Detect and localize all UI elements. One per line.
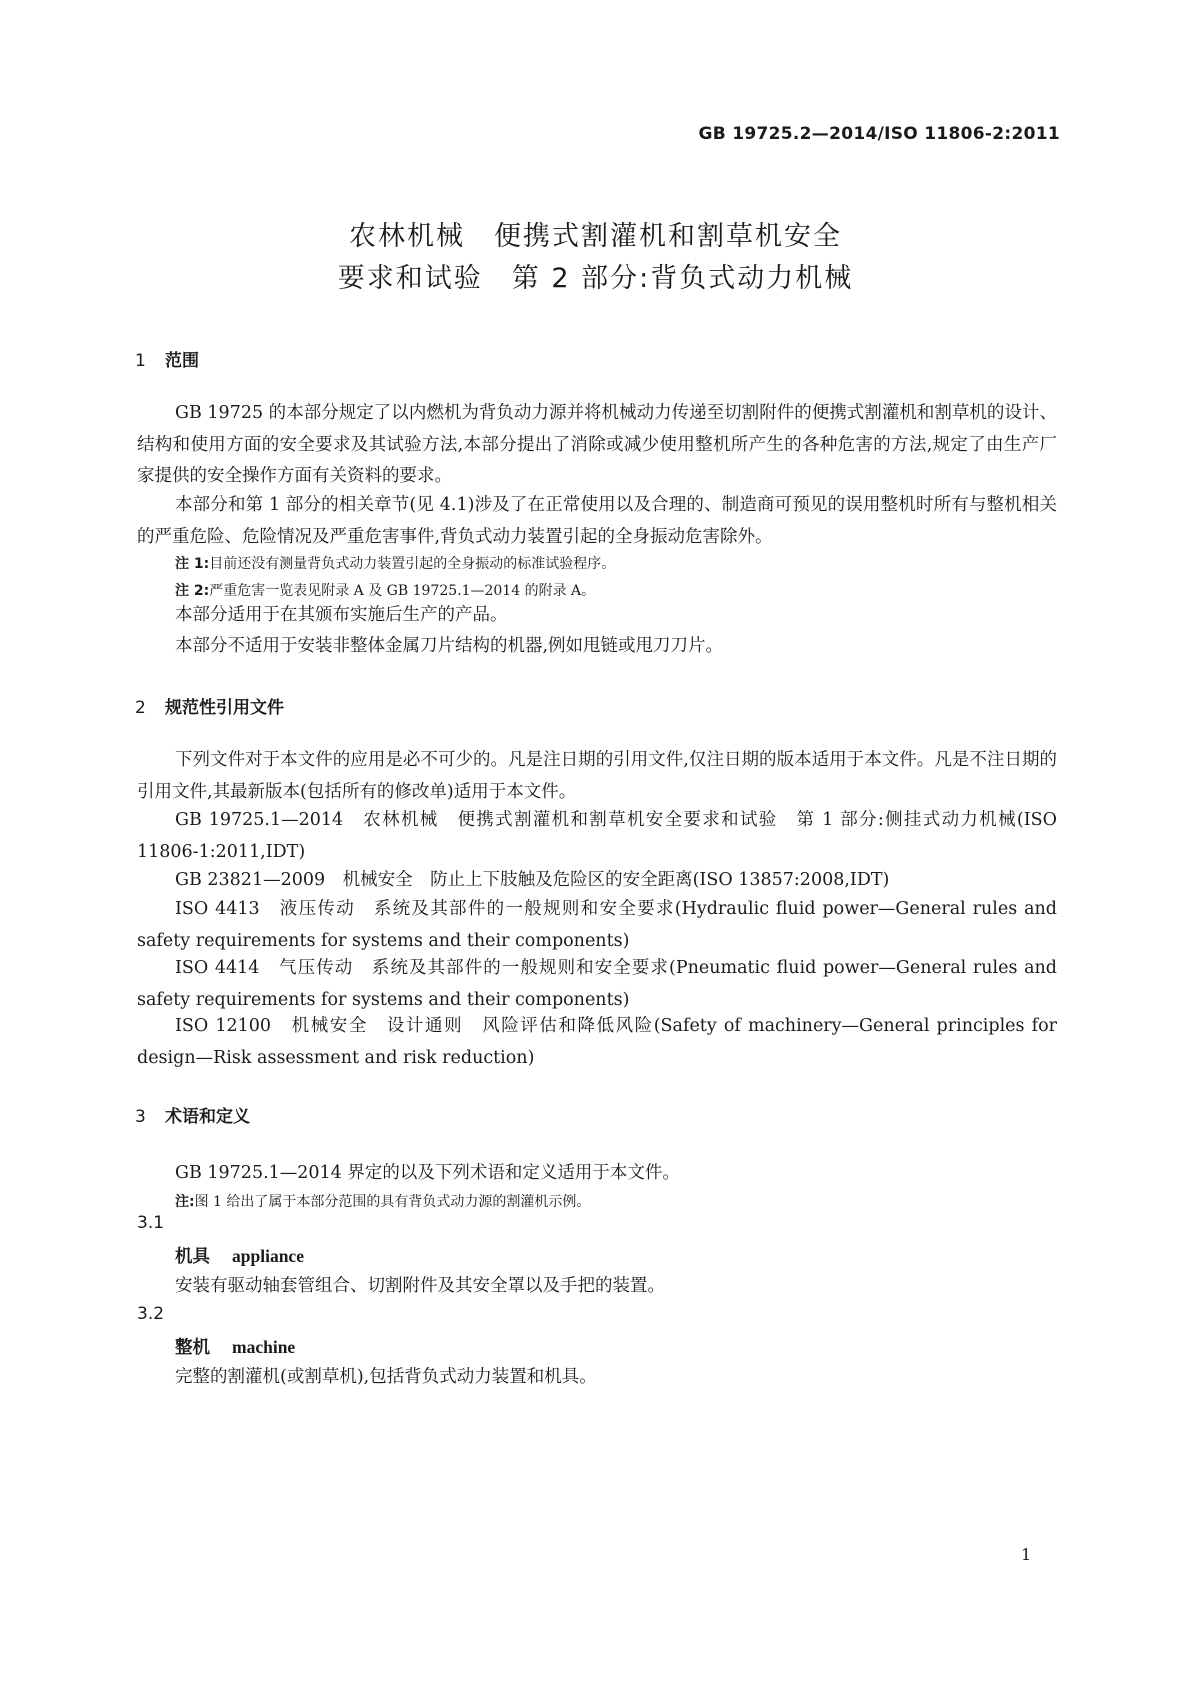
scope-paragraph-3: 本部分适用于在其颁布实施后生产的产品。 [175, 605, 508, 625]
reference-item [137, 1011, 1057, 1074]
section-number: 3 [135, 1107, 146, 1127]
scope-paragraph-4: 本部分不适用于安装非整体金属刀片结构的机器,例如甩链或甩刀刀片。 [175, 636, 724, 656]
section-1-heading [135, 346, 199, 371]
reference-text: ISO 4414 气压传动 系统及其部件的一般规则和安全要求(Pneumatic fluid power—General rules and safety requirements for systems and their components) [137, 958, 1057, 1010]
term-definition: 完整的割灌机(或割草机),包括背负式动力装置和机具。 [175, 1367, 597, 1387]
term-definition: 安装有驱动轴套管组合、切割附件及其安全罩以及手把的装置。 [175, 1276, 665, 1296]
section-title: 术语和定义 [165, 1107, 250, 1127]
note-1 [175, 553, 615, 573]
paragraph-text: 下列文件对于本文件的应用是必不可少的。凡是注日期的引用文件,仅注日期的版本适用于本文件。凡是不注日期的引用文件,其最新版本(包括所有的修改单)适用于本文件。 [137, 750, 1057, 802]
term-entry [175, 1243, 304, 1268]
note-text: 目前还没有测量背负式动力装置引起的全身振动的标准试验程序。 [209, 556, 616, 572]
section-number: 1 [135, 351, 146, 371]
term-english: machine [232, 1337, 296, 1357]
reference-text: ISO 4413 液压传动 系统及其部件的一般规则和安全要求(Hydraulic fluid power—General rules and safety requirements for systems and their components) [137, 899, 1057, 951]
normative-intro [137, 745, 1057, 808]
term-chinese: 机具 [175, 1247, 210, 1267]
note-text: 图 1 给出了属于本部分范围的具有背负式动力源的割灌机示例。 [194, 1194, 591, 1210]
term-english: appliance [232, 1246, 304, 1266]
term-entry [175, 1334, 295, 1359]
note-label: 注 2: [175, 583, 210, 599]
clause-number: 3.1 [137, 1213, 165, 1233]
section-title: 规范性引用文件 [165, 698, 284, 718]
reference-text: GB 19725.1—2014 农林机械 便携式割灌机和割草机安全要求和试验 第 1 部分:侧挂式动力机械(ISO 11806-1:2011,IDT) [137, 810, 1057, 862]
note-2 [175, 580, 595, 600]
reference-item [137, 953, 1057, 1016]
reference-item [137, 865, 1057, 897]
clause-number: 3.2 [137, 1304, 165, 1324]
scope-paragraph-1 [137, 398, 1057, 493]
document-title-line1: 农林机械 便携式割灌机和割草机安全 [349, 221, 842, 252]
page-number: 1 [1021, 1545, 1032, 1564]
paragraph-text: GB 19725 的本部分规定了以内燃机为背负动力源并将机械动力传递至切割附件的便携式割灌机和割草机的设计、结构和使用方面的安全要求及其试验方法,本部分提出了消除或减少使用整机所产生的各种危害的方法,规定了由生产厂家提供的安全操作方面有关资料的要求。 [137, 403, 1057, 486]
term-chinese: 整机 [175, 1338, 210, 1358]
section-title: 范围 [165, 351, 199, 371]
scope-paragraph-2 [137, 490, 1057, 553]
reference-item [137, 894, 1057, 957]
reference-item [137, 805, 1057, 868]
terms-note [175, 1191, 590, 1211]
section-3-heading [135, 1102, 250, 1127]
paragraph-text: 本部分和第 1 部分的相关章节(见 4.1)涉及了在正常使用以及合理的、制造商可预见的误用整机时所有与整机相关的严重危险、危险情况及严重危害事件,背负式动力装置引起的全身振动危害除外。 [137, 495, 1057, 547]
note-text: 严重危害一览表见附录 A 及 GB 19725.1—2014 的附录 A。 [209, 583, 596, 599]
terms-intro: GB 19725.1—2014 界定的以及下列术语和定义适用于本文件。 [175, 1163, 680, 1183]
section-2-heading [135, 693, 284, 718]
section-number: 2 [135, 698, 146, 718]
reference-text: ISO 12100 机械安全 设计通则 风险评估和降低风险(Safety of machinery—General principles for design—Risk assessment and risk reduction) [137, 1016, 1057, 1068]
note-label: 注 1: [175, 556, 210, 572]
reference-text: GB 23821—2009 机械安全 防止上下肢触及危险区的安全距离(ISO 13857:2008,IDT) [175, 870, 890, 890]
note-label: 注: [175, 1194, 195, 1210]
standard-code-header: GB 19725.2—2014/ISO 11806-2:2011 [698, 124, 1060, 144]
document-title-line2: 要求和试验 第 2 部分:背负式动力机械 [337, 263, 854, 294]
